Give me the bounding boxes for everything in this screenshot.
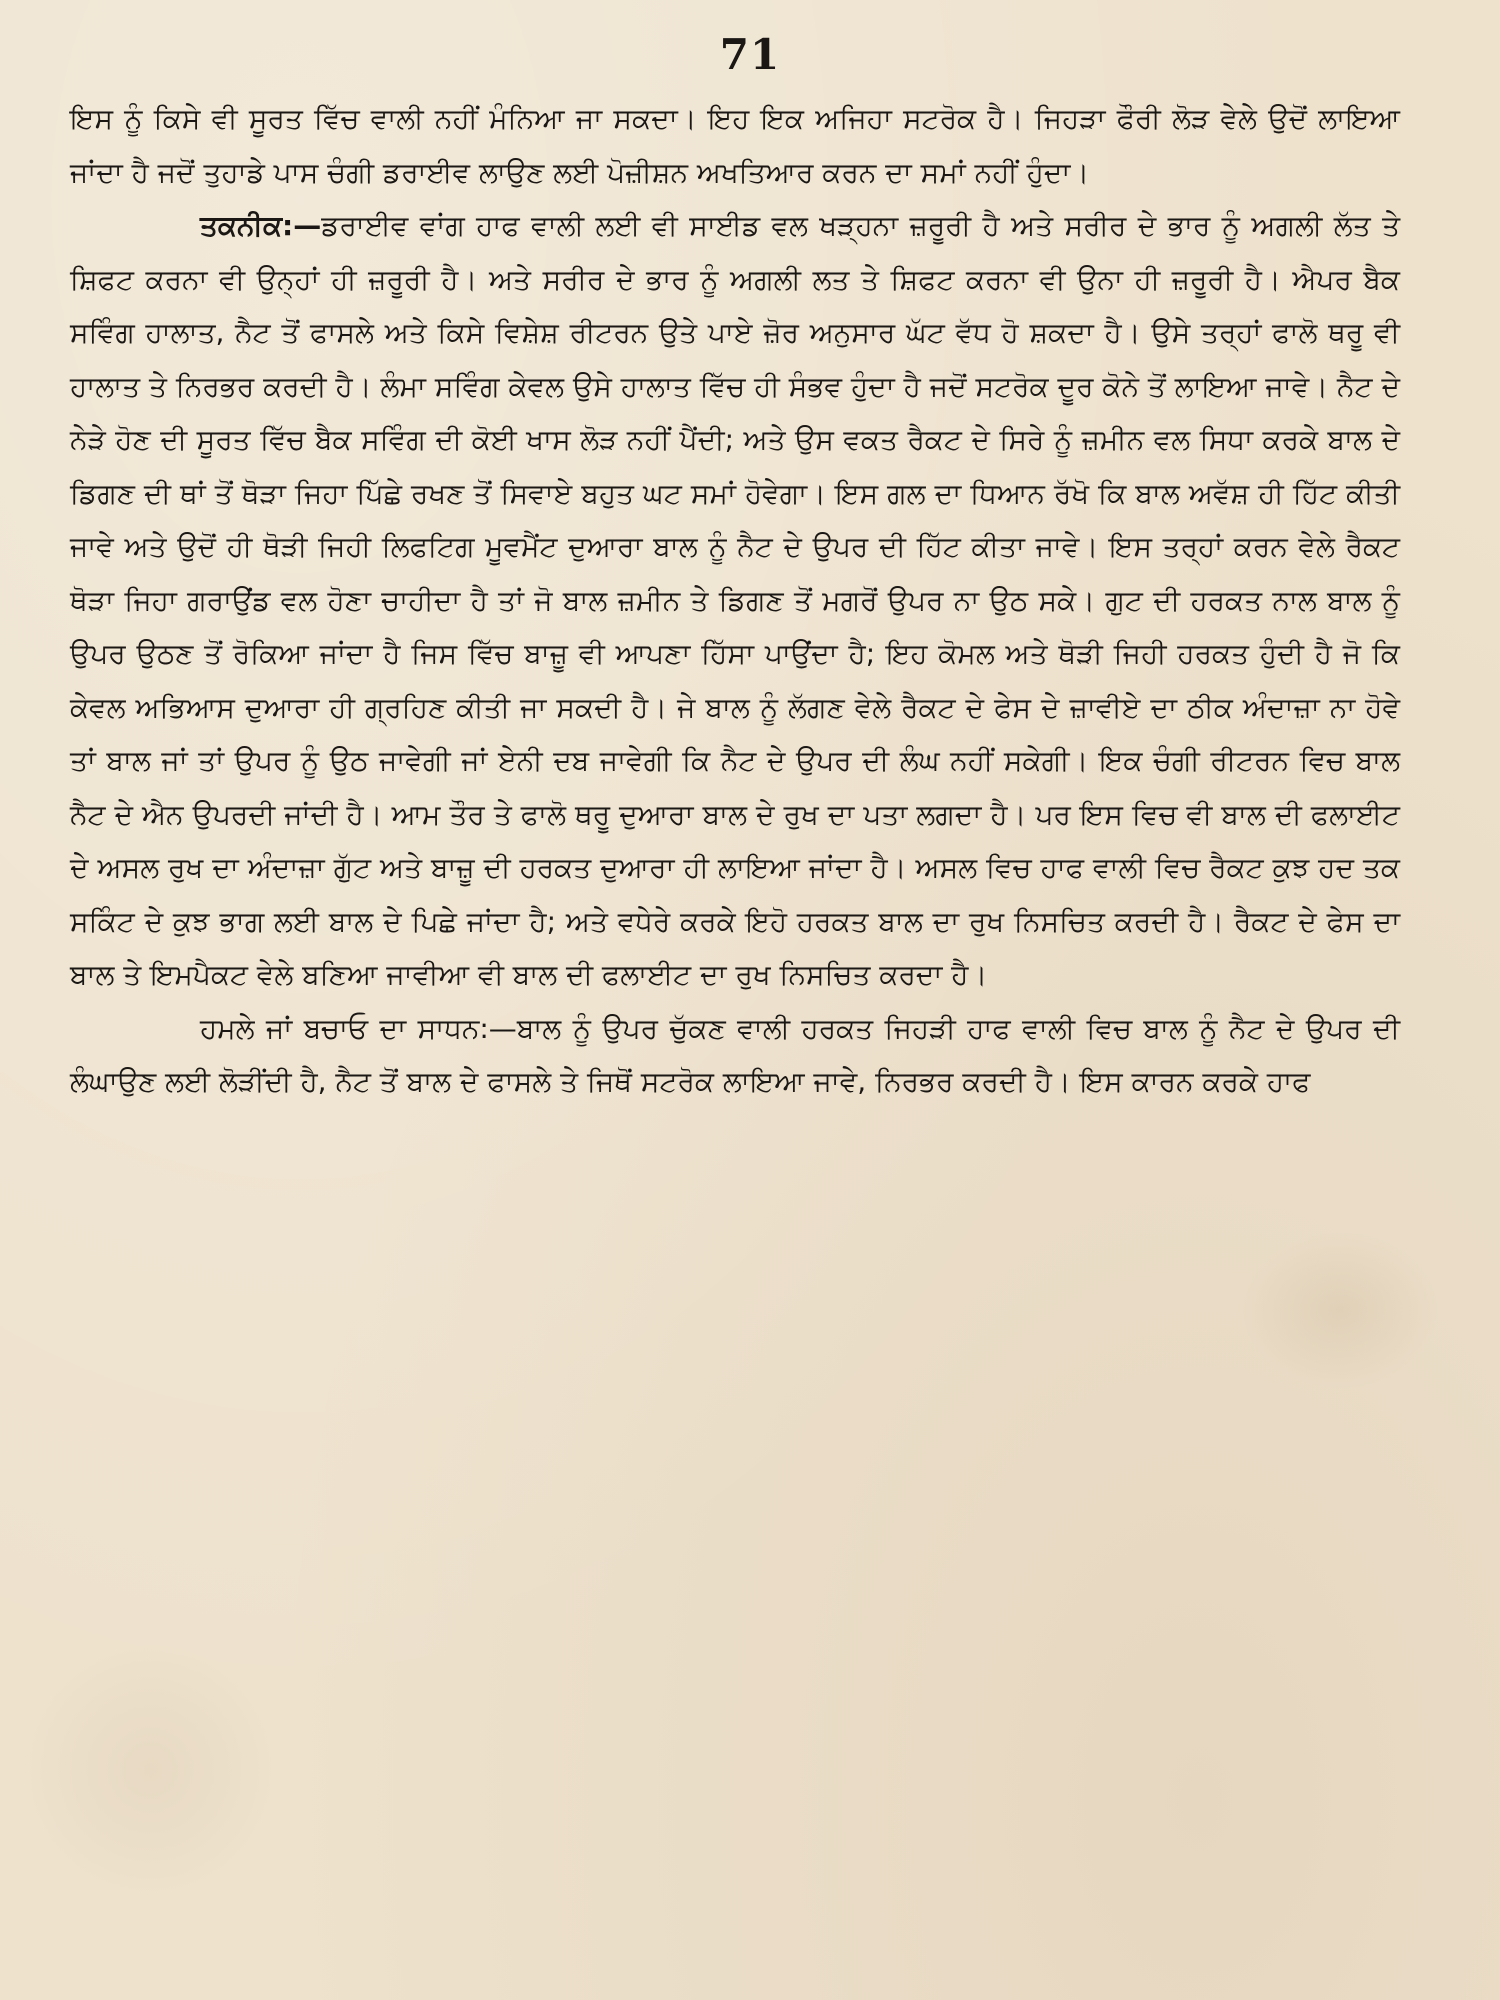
paragraph-technique xyxy=(70,199,1400,1002)
section-heading: ਤਕਨੀਕ:— xyxy=(200,209,322,242)
paragraph-attack-defence xyxy=(70,1002,1400,1109)
paragraph-text: ਬਾਲ ਨੂੰ ਉਪਰ ਚੁੱਕਣ ਵਾਲੀ ਹਰਕਤ ਜਿਹੜੀ ਹਾਫ ਵਾਲੀ ਵਿਚ ਬਾਲ ਨੂੰ ਨੈਟ ਦੇ ਉਪਰ ਦੀ ਲੰਘਾਉਣ ਲਈ ਲੋੜੀਂਦੀ ਹੈ, ਨੈਟ ਤੋਂ ਬਾਲ ਦੇ ਫਾਸਲੇ ਤੇ ਜਿਥੋਂ ਸਟਰੋਕ ਲਾਇਆ ਜਾਵੇ, ਨਿਰਭਰ ਕਰਦੀ ਹੈ। ਇਸ ਕਾਰਨ ਕਰਕੇ ਹਾਫ xyxy=(70,1011,1401,1098)
section-heading: ਹਮਲੇ ਜਾਂ ਬਚਾਓ ਦਾ ਸਾਧਨ:— xyxy=(200,1011,517,1045)
body-text xyxy=(70,92,1400,1109)
paper-stain xyxy=(20,1640,280,1900)
paragraph-text: ਡਰਾਈਵ ਵਾਂਗ ਹਾਫ ਵਾਲੀ ਲਈ ਵੀ ਸਾਈਡ ਵਲ ਖੜ੍ਹਨਾ ਜ਼ਰੂਰੀ ਹੈ ਅਤੇ ਸਰੀਰ ਦੇ ਭਾਰ ਨੂੰ ਅਗਲੀ ਲੱਤ ਤੇ ਸ਼ਿਫਟ ਕਰਨਾ ਵੀ ਉਨ੍ਹਾਂ ਹੀ ਜ਼ਰੂਰੀ ਹੈ। ਅਤੇ ਸਰੀਰ ਦੇ ਭਾਰ ਨੂੰ ਅਗਲੀ ਲਤ ਤੇ ਸ਼ਿਫਟ ਕਰਨਾ ਵੀ ਉਨਾ ਹੀ ਜ਼ਰੂਰੀ ਹੈ। ਐਪਰ ਬੈਕ ਸਵਿੰਗ ਹਾਲਾਤ, ਨੈਟ ਤੋਂ ਫਾਸਲੇ ਅਤੇ ਕਿਸੇ ਵਿਸ਼ੇਸ਼ ਰੀਟਰਨ ਉਤੇ ਪਾਏ ਜ਼ੋਰ ਅਨੁਸਾਰ ਘੱਟ ਵੱਧ ਹੋ ਸ਼ਕਦਾ ਹੈ। ਉਸੇ ਤਰ੍ਹਾਂ ਫਾਲੋ ਥਰੂ ਵੀ ਹਾਲਾਤ ਤੇ ਨਿਰਭਰ ਕਰਦੀ ਹੈ। ਲੰਮਾ ਸਵਿੰਗ ਕੇਵਲ ਉਸੇ ਹਾਲਾਤ ਵਿੱਚ ਹੀ ਸੰਭਵ ਹੁੰਦਾ ਹੈ ਜਦੋਂ ਸਟਰੋਕ ਦੂਰ ਕੋਨੇ ਤੋਂ ਲਾਇਆ ਜਾਵੇ। ਨੈਟ ਦੇ ਨੇੜੇ ਹੋਣ ਦੀ ਸੂਰਤ ਵਿੱਚ ਬੈਕ ਸਵਿੰਗ ਦੀ ਕੋਈ ਖਾਸ ਲੋੜ ਨਹੀਂ ਪੈਂਦੀ; ਅਤੇ ਉਸ ਵਕਤ ਰੈਕਟ ਦੇ ਸਿਰੇ ਨੂੰ ਜ਼ਮੀਨ ਵਲ ਸਿਧਾ ਕਰਕੇ ਬਾਲ ਦੇ ਡਿਗਣ ਦੀ ਥਾਂ ਤੋਂ ਥੋੜਾ ਜਿਹਾ ਪਿੱਛੇ ਰਖਣ ਤੋਂ ਸਿਵਾਏ ਬਹੁਤ ਘਟ ਸਮਾਂ ਹੋਵੇਗਾ। ਇਸ ਗਲ ਦਾ ਧਿਆਨ ਰੱਖੋ ਕਿ ਬਾਲ ਅਵੱਸ਼ ਹੀ ਹਿੱਟ ਕੀਤੀ ਜਾਵੇ ਅਤੇ ਉਦੋਂ ਹੀ ਥੋੜੀ ਜਿਹੀ ਲਿਫਟਿਗ ਮੂਵਮੈਂਟ ਦੁਆਰਾ ਬਾਲ ਨੂੰ ਨੈਟ ਦੇ ਉਪਰ ਦੀ ਹਿੱਟ ਕੀਤਾ ਜਾਵੇ। ਇਸ ਤਰ੍ਹਾਂ ਕਰਨ ਵੇਲੇ ਰੈਕਟ ਥੋੜਾ ਜਿਹਾ ਗਰਾਉਂਡ ਵਲ ਹੋਣਾ ਚਾਹੀਦਾ ਹੈ ਤਾਂ ਜੋ ਬਾਲ ਜ਼ਮੀਨ ਤੇ ਡਿਗਣ ਤੋਂ ਮਗਰੋਂ ਉਪਰ ਨਾ ਉਠ ਸਕੇ। ਗੁਟ ਦੀ ਹਰਕਤ ਨਾਲ ਬਾਲ ਨੂੰ ਉਪਰ ਉਠਣ ਤੋਂ ਰੋਕਿਆ ਜਾਂਦਾ ਹੈ ਜਿਸ ਵਿੱਚ ਬਾਜ਼ੂ ਵੀ ਆਪਣਾ ਹਿੱਸਾ ਪਾਉਂਦਾ ਹੈ; ਇਹ ਕੋਮਲ ਅਤੇ ਥੋੜੀ ਜਿਹੀ ਹਰਕਤ ਹੁੰਦੀ ਹੈ ਜੋ ਕਿ ਕੇਵਲ ਅਭਿਆਸ ਦੁਆਰਾ ਹੀ ਗ੍ਰਹਿਣ ਕੀਤੀ ਜਾ ਸਕਦੀ ਹੈ। ਜੇ ਬਾਲ ਨੂੰ ਲੱਗਣ ਵੇਲੇ ਰੈਕਟ ਦੇ ਫੇਸ ਦੇ ਜ਼ਾਵੀਏ ਦਾ ਠੀਕ ਅੰਦਾਜ਼ਾ ਨਾ ਹੋਵੇ ਤਾਂ ਬਾਲ ਜਾਂ ਤਾਂ ਉਪਰ ਨੂੰ ਉਠ ਜਾਵੇਗੀ ਜਾਂ ਏਨੀ ਦਬ ਜਾਵੇਗੀ ਕਿ ਨੈਟ ਦੇ ਉਪਰ ਦੀ ਲੰਘ ਨਹੀਂ ਸਕੇਗੀ। ਇਕ ਚੰਗੀ ਰੀਟਰਨ ਵਿਚ ਬਾਲ ਨੈਟ ਦੇ ਐਨ ਉਪਰਦੀ ਜਾਂਦੀ ਹੈ। ਆਮ ਤੌਰ ਤੇ ਫਾਲੋ ਥਰੂ ਦੁਆਰਾ ਬਾਲ ਦੇ ਰੁਖ ਦਾ ਪਤਾ ਲਗਦਾ ਹੈ। ਪਰ ਇਸ ਵਿਚ ਵੀ ਬਾਲ ਦੀ ਫਲਾਈਟ ਦੇ ਅਸਲ ਰੁਖ ਦਾ ਅੰਦਾਜ਼ਾ ਗੁੱਟ ਅਤੇ ਬਾਜ਼ੂ ਦੀ ਹਰਕਤ ਦੁਆਰਾ ਹੀ ਲਾਇਆ ਜਾਂਦਾ ਹੈ। ਅਸਲ ਵਿਚ ਹਾਫ ਵਾਲੀ ਵਿਚ ਰੈਕਟ ਕੁਝ ਹਦ ਤਕ ਸਕਿੰਟ ਦੇ ਕੁਝ ਭਾਗ ਲਈ ਬਾਲ ਦੇ ਪਿਛੇ ਜਾਂਦਾ ਹੈ; ਅਤੇ ਵਧੇਰੇ ਕਰਕੇ ਇਹੋ ਹਰਕਤ ਬਾਲ ਦਾ ਰੁਖ ਨਿਸਚਿਤ ਕਰਦੀ ਹੈ। ਰੈਕਟ ਦੇ ਫੇਸ ਦਾ ਬਾਲ ਤੇ ਇਮਪੈਕਟ ਵੇਲੇ ਬਣਿਆ ਜਾਵੀਆ ਵੀ ਬਾਲ ਦੀ ਫਲਾਈਟ ਦਾ ਰੁਖ ਨਿਸਚਿਤ ਕਰਦਾ ਹੈ। xyxy=(70,209,1400,991)
paragraph-intro xyxy=(70,92,1400,199)
paragraph-text: ਇਸ ਨੂੰ ਕਿਸੇ ਵੀ ਸੂਰਤ ਵਿੱਚ ਵਾਲੀ ਨਹੀਂ ਮੰਨਿਆ ਜਾ ਸਕਦਾ। ਇਹ ਇਕ ਅਜਿਹਾ ਸਟਰੋਕ ਹੈ। ਜਿਹੜਾ ਫੌਰੀ ਲੋੜ ਵੇਲੇ ਉਦੋਂ ਲਾਇਆ ਜਾਂਦਾ ਹੈ ਜਦੋਂ ਤੁਹਾਡੇ ਪਾਸ ਚੰਗੀ ਡਰਾਈਵ ਲਾਉਣ ਲਈ ਪੋਜ਼ੀਸ਼ਨ ਅਖਤਿਆਰ ਕਰਨ ਦਾ ਸਮਾਂ ਨਹੀਂ ਹੁੰਦਾ। xyxy=(70,102,1400,189)
page-number: 71 xyxy=(719,30,781,79)
paper-stain xyxy=(1240,1230,1440,1390)
